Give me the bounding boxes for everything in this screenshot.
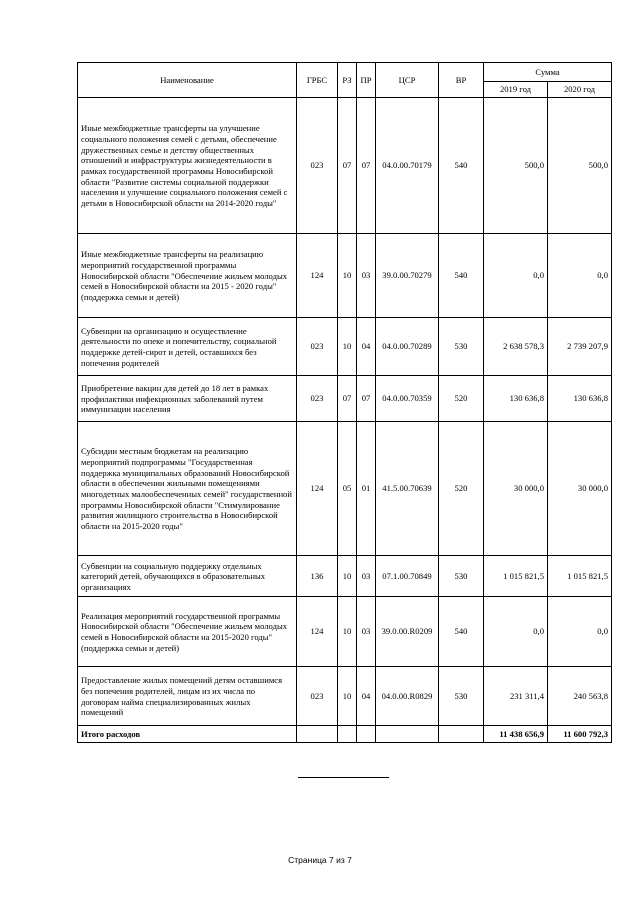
header-sum: Сумма bbox=[484, 63, 612, 82]
total-row bbox=[78, 726, 612, 743]
table-row bbox=[78, 376, 612, 422]
row-name: Субсидии местным бюджетам на реализацию мероприятий подпрограммы "Государственная поддержка муниципальных образований Новосибирской области в обеспечении жильными помещениями многодетных малообеспеченных семей" государственной программы Новосибирской области "Стимулирование развития жилищного строительства в Новосибирской области на 2015-2020 годы" bbox=[78, 422, 297, 556]
row-rz: 10 bbox=[338, 667, 357, 726]
row-vr: 520 bbox=[439, 422, 484, 556]
row-grbs: 124 bbox=[297, 234, 338, 318]
row-vr: 530 bbox=[439, 556, 484, 597]
row-sum-2020: 30 000,0 bbox=[548, 422, 612, 556]
row-sum-2019: 1 015 821,5 bbox=[484, 556, 548, 597]
row-vr: 530 bbox=[439, 667, 484, 726]
row-pr: 03 bbox=[357, 597, 376, 667]
row-pr: 03 bbox=[357, 234, 376, 318]
row-sum-2019: 30 000,0 bbox=[484, 422, 548, 556]
row-sum-2019: 2 638 578,3 bbox=[484, 318, 548, 376]
row-pr: 07 bbox=[357, 376, 376, 422]
header-csr: ЦСР bbox=[376, 63, 439, 98]
row-csr: 07.1.00.70849 bbox=[376, 556, 439, 597]
row-sum-2019: 500,0 bbox=[484, 98, 548, 234]
row-rz: 07 bbox=[338, 98, 357, 234]
row-sum-2020: 0,0 bbox=[548, 234, 612, 318]
header-pr: ПР bbox=[357, 63, 376, 98]
row-csr: 04.0.00.70179 bbox=[376, 98, 439, 234]
row-vr: 520 bbox=[439, 376, 484, 422]
row-grbs: 023 bbox=[297, 667, 338, 726]
total-empty-cell bbox=[357, 726, 376, 743]
row-sum-2020: 240 563,8 bbox=[548, 667, 612, 726]
row-rz: 10 bbox=[338, 597, 357, 667]
header-year-2019: 2019 год bbox=[484, 82, 548, 98]
table-row bbox=[78, 234, 612, 318]
table-row bbox=[78, 318, 612, 376]
row-name: Реализация мероприятий государственной программы Новосибирской области "Обеспечение жильем молодых семей в Новосибирской области на 2015-2020 годы" (поддержка семьи и детей) bbox=[78, 597, 297, 667]
header-year-2020: 2020 год bbox=[548, 82, 612, 98]
row-grbs: 023 bbox=[297, 376, 338, 422]
total-label: Итого расходов bbox=[78, 726, 297, 743]
row-csr: 04.0.00.70359 bbox=[376, 376, 439, 422]
row-rz: 10 bbox=[338, 234, 357, 318]
row-grbs: 136 bbox=[297, 556, 338, 597]
table-row bbox=[78, 98, 612, 234]
row-rz: 07 bbox=[338, 376, 357, 422]
row-pr: 04 bbox=[357, 318, 376, 376]
row-rz: 05 bbox=[338, 422, 357, 556]
header-grbs: ГРБС bbox=[297, 63, 338, 98]
total-sum-2020: 11 600 792,3 bbox=[548, 726, 612, 743]
header-vr: ВР bbox=[439, 63, 484, 98]
table-row bbox=[78, 667, 612, 726]
row-name: Предоставление жилых помещений детям оставшимся без попечения родителей, лицам из их числа по договорам найма специализированных жилых помещений bbox=[78, 667, 297, 726]
row-csr: 39.0.00.R0209 bbox=[376, 597, 439, 667]
row-rz: 10 bbox=[338, 556, 357, 597]
row-csr: 04.0.00.70289 bbox=[376, 318, 439, 376]
row-pr: 07 bbox=[357, 98, 376, 234]
table-row bbox=[78, 597, 612, 667]
row-pr: 03 bbox=[357, 556, 376, 597]
row-grbs: 124 bbox=[297, 422, 338, 556]
total-empty-cell bbox=[439, 726, 484, 743]
row-vr: 540 bbox=[439, 234, 484, 318]
table-row bbox=[78, 556, 612, 597]
row-pr: 04 bbox=[357, 667, 376, 726]
row-name: Иные межбюджетные трансферты на реализацию мероприятий государственной программы Новосибирской области "Обеспечение жильем молодых семей в Новосибирской области на 2015 - 2020 годы" (поддержка семьи и детей) bbox=[78, 234, 297, 318]
row-sum-2019: 0,0 bbox=[484, 234, 548, 318]
total-empty-cell bbox=[376, 726, 439, 743]
row-rz: 10 bbox=[338, 318, 357, 376]
row-vr: 530 bbox=[439, 318, 484, 376]
row-sum-2020: 500,0 bbox=[548, 98, 612, 234]
row-vr: 540 bbox=[439, 98, 484, 234]
row-name: Субвенции на социальную поддержку отдельных категорий детей, обучающихся в образовательных организациях bbox=[78, 556, 297, 597]
budget-table bbox=[77, 62, 612, 743]
row-sum-2020: 0,0 bbox=[548, 597, 612, 667]
total-sum-2019: 11 438 656,9 bbox=[484, 726, 548, 743]
table-header bbox=[78, 63, 612, 98]
row-csr: 39.0.00.70279 bbox=[376, 234, 439, 318]
row-grbs: 023 bbox=[297, 98, 338, 234]
row-csr: 41.5.00.70639 bbox=[376, 422, 439, 556]
header-name: Наименование bbox=[78, 63, 297, 98]
row-sum-2020: 2 739 207,9 bbox=[548, 318, 612, 376]
row-sum-2019: 231 311,4 bbox=[484, 667, 548, 726]
total-empty-cell bbox=[297, 726, 338, 743]
row-sum-2019: 0,0 bbox=[484, 597, 548, 667]
page-number: Страница 7 из 7 bbox=[288, 855, 352, 865]
row-csr: 04.0.00.R0829 bbox=[376, 667, 439, 726]
row-sum-2019: 130 636,8 bbox=[484, 376, 548, 422]
row-name: Приобретение вакцин для детей до 18 лет в рамках профилактики инфекционных заболеваний путем иммунизации населения bbox=[78, 376, 297, 422]
row-vr: 540 bbox=[439, 597, 484, 667]
separator-rule bbox=[298, 777, 389, 778]
row-sum-2020: 130 636,8 bbox=[548, 376, 612, 422]
table-row bbox=[78, 422, 612, 556]
row-sum-2020: 1 015 821,5 bbox=[548, 556, 612, 597]
total-empty-cell bbox=[338, 726, 357, 743]
row-grbs: 023 bbox=[297, 318, 338, 376]
row-name: Субвенции на организацию и осуществление деятельности по опеке и попечительству, социальной поддержке детей-сирот и детей, оставшихся без попечения родителей bbox=[78, 318, 297, 376]
row-pr: 01 bbox=[357, 422, 376, 556]
header-rz: РЗ bbox=[338, 63, 357, 98]
row-name: Иные межбюджетные трансферты на улучшение социального положения семей с детьми, обеспечение дружественных семье и детству общественных отношений и инфраструктуры жизнедеятельности в рамках государственной программы Новосибирской области "Развитие системы социальной поддержки населения и улучшение социального положения семей с детьми в Новосибирской области на 2014-2020 годы" bbox=[78, 98, 297, 234]
row-grbs: 124 bbox=[297, 597, 338, 667]
